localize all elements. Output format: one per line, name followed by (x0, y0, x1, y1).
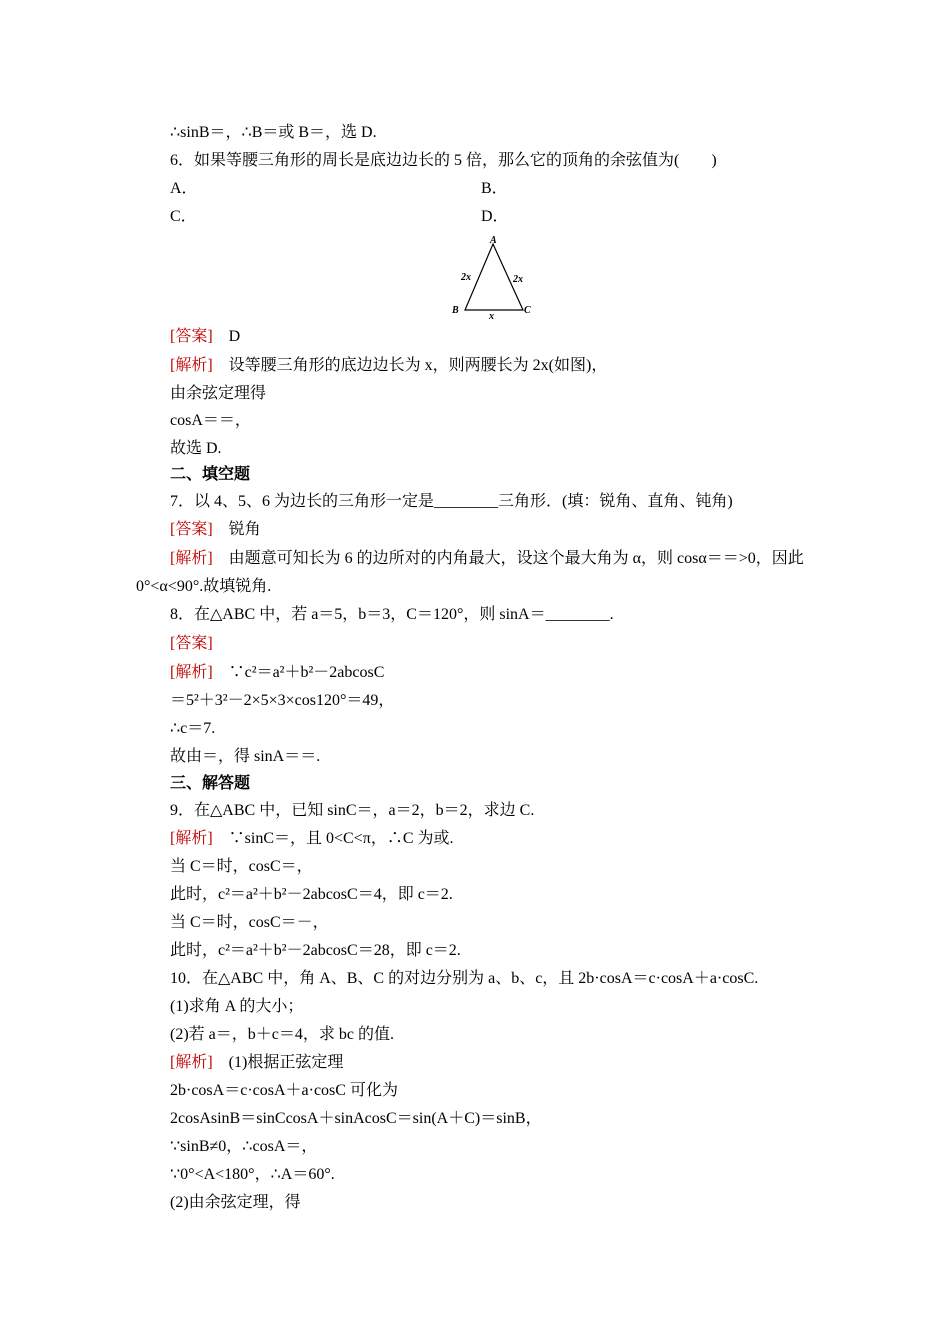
text: ∴sinB＝，∴B＝或 B＝，选 D. (170, 124, 377, 141)
answer-6 (170, 327, 240, 347)
section-heading-fill-in (170, 465, 250, 485)
analysis-9-line-3 (170, 885, 453, 905)
text: 0°<α<90°.故填锐角. (136, 578, 272, 595)
analysis-9-line-5 (170, 941, 461, 961)
analysis-7 (170, 549, 804, 569)
analysis-10-line-3 (170, 1109, 542, 1129)
question-9 (170, 801, 534, 821)
side-left-label: 2x (461, 272, 471, 283)
vertex-a-label: A (490, 235, 497, 246)
text: 当 C＝时，cosC＝－， (170, 914, 329, 931)
text: 7．以 4、5、6 为边长的三角形一定是________三角形．(填：锐角、直角、钝角) (170, 493, 733, 510)
text: ∴c＝7. (170, 720, 216, 737)
question-10-part-1 (170, 997, 303, 1017)
text: ＝5²＋3²－2×5×3×cos120°＝49， (170, 692, 395, 709)
text: ∵0°<A<180°，∴A＝60°. (170, 1166, 335, 1183)
analysis-10-line-5 (170, 1165, 335, 1185)
text: 设等腰三角形的底边边长为 x，则两腰长为 2x(如图)， (212, 357, 608, 374)
analysis-6-line-4 (170, 439, 222, 459)
text: ∵sinB≠0，∴cosA＝， (170, 1138, 318, 1155)
text: cosA＝＝， (170, 412, 251, 429)
answer-8 (170, 634, 213, 654)
analysis-8-line-2 (170, 691, 394, 711)
analysis-8 (170, 663, 384, 683)
question-6 (170, 151, 717, 171)
analysis-10 (170, 1053, 343, 1073)
option-b: B． (481, 180, 508, 197)
text: 2cosAsinB＝sinCcosA＋sinAcosC＝sin(A＋C)＝sinB， (170, 1110, 542, 1127)
text: 此时，c²＝a²＋b²－2abcosC＝4，即 c＝2. (170, 886, 453, 903)
vertex-b-label: B (452, 305, 459, 316)
text: 三、解答题 (170, 775, 251, 792)
text: 此时，c²＝a²＋b²－2abcosC＝28，即 c＝2. (170, 942, 461, 959)
analysis-10-line-6 (170, 1193, 301, 1213)
analysis-7-line-2 (136, 577, 271, 597)
analysis-tag: [解析] (170, 664, 213, 681)
analysis-8-line-3 (170, 719, 215, 739)
answer-value: 锐角 (212, 521, 261, 538)
text: 9．在△ABC 中，已知 sinC＝，a＝2，b＝2，求边 C. (170, 802, 535, 819)
text: 当 C＝时，cosC＝， (170, 858, 313, 875)
analysis-6-line-2 (170, 384, 266, 404)
text: (2)由余弦定理，得 (170, 1194, 301, 1211)
side-right-label: 2x (513, 274, 523, 285)
analysis-tag: [解析] (170, 357, 213, 374)
question-8 (170, 605, 614, 625)
answer-value: D (212, 328, 241, 345)
line-solution-end (170, 123, 377, 143)
analysis-tag: [解析] (170, 1054, 213, 1071)
answer-tag: [答案] (170, 521, 213, 538)
text: (1)求角 A 的大小； (170, 998, 304, 1015)
text: (1)根据正弦定理 (212, 1054, 344, 1071)
analysis-tag: [解析] (170, 550, 213, 567)
text: 故选 D. (170, 440, 222, 457)
option-a: A． (170, 180, 198, 197)
analysis-6 (170, 356, 607, 376)
options-row-1 (170, 179, 590, 199)
answer-tag: [答案] (170, 328, 213, 345)
text: 二、填空题 (170, 466, 251, 483)
analysis-10-line-2 (170, 1081, 398, 1101)
options-row-2 (170, 207, 590, 227)
triangle-figure (448, 232, 538, 320)
text: 故由＝，得 sinA＝＝. (170, 748, 321, 765)
analysis-9 (170, 829, 454, 849)
analysis-10-line-4 (170, 1137, 317, 1157)
analysis-9-line-2 (170, 857, 313, 877)
text: 6．如果等腰三角形的周长是底边边长的 5 倍，那么它的顶角的余弦值为( ) (170, 152, 717, 169)
question-10-part-2 (170, 1025, 394, 1045)
text: 由余弦定理得 (170, 385, 267, 402)
section-heading-solutions (170, 774, 250, 794)
text: 2b·cosA＝c·cosA＋a·cosC 可化为 (170, 1082, 398, 1099)
analysis-8-line-4 (170, 747, 320, 767)
side-base-label: x (489, 311, 494, 320)
answer-7 (170, 520, 261, 540)
text: ∵sinC＝，且 0<C<π，∴C 为或. (212, 830, 454, 847)
question-7 (170, 492, 733, 512)
text: 由题意可知长为 6 的边所对的内角最大，设这个最大角为 α，则 cosα＝＝>0，因此 (212, 550, 804, 567)
vertex-c-label: C (524, 305, 531, 316)
answer-tag: [答案] (170, 635, 213, 652)
text: 8．在△ABC 中，若 a＝5，b＝3，C＝120°，则 sinA＝________. (170, 606, 614, 623)
option-c: C． (170, 208, 197, 225)
analysis-9-line-4 (170, 913, 329, 933)
text: 10．在△ABC 中，角 A、B、C 的对边分别为 a、b、c，且 2b·cosA＝c·cosA＋a·cosC. (170, 970, 759, 987)
question-10 (170, 969, 758, 989)
option-d: D． (481, 208, 509, 225)
analysis-6-line-3 (170, 411, 251, 431)
text: ∵c²＝a²＋b²－2abcosC (212, 664, 385, 681)
analysis-tag: [解析] (170, 830, 213, 847)
text: (2)若 a＝，b＋c＝4，求 bc 的值. (170, 1026, 394, 1043)
